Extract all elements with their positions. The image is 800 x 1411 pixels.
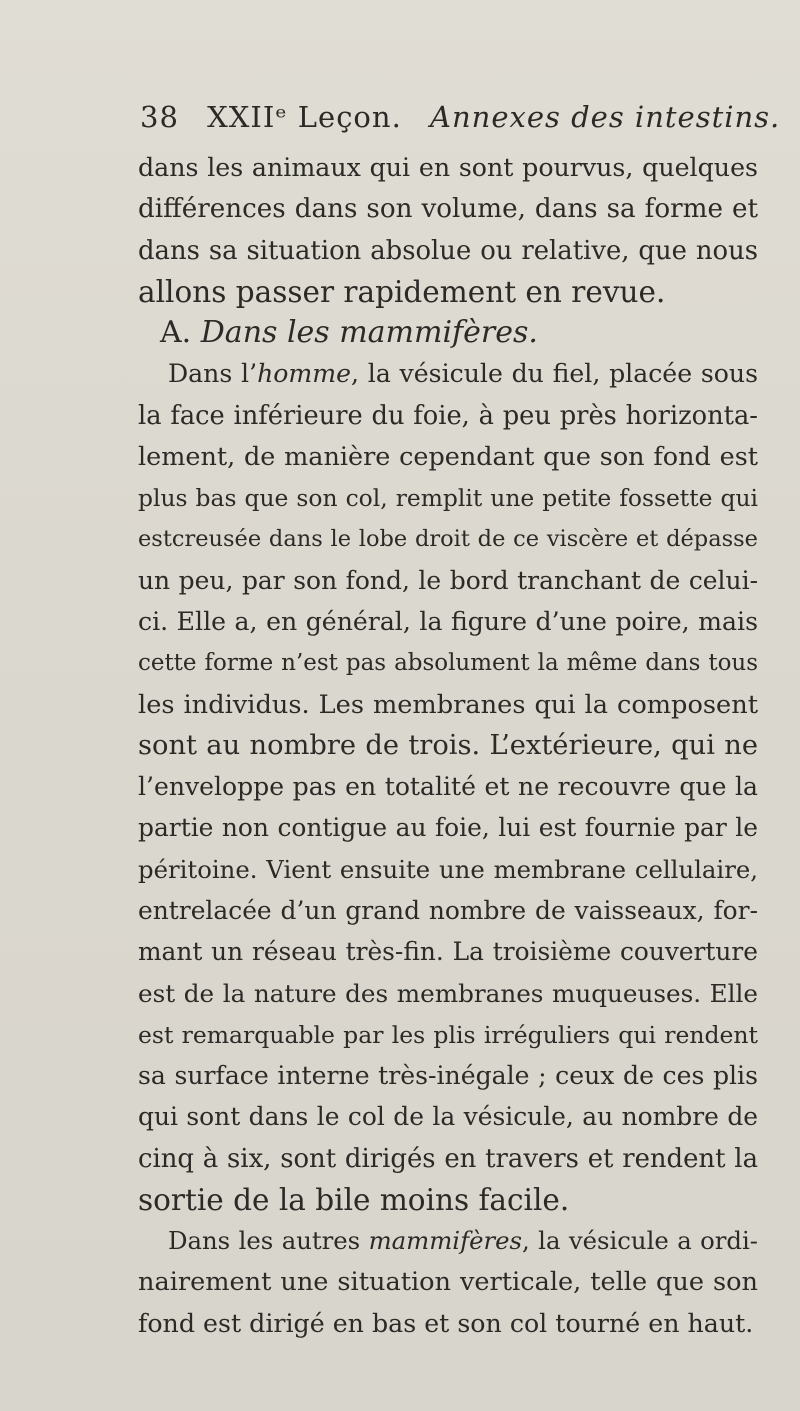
paragraph-line: l’enveloppe pas en totalité et ne recouvre que la — [138, 772, 758, 801]
section-title: Dans les mammifères. — [200, 315, 538, 350]
paragraph-line: partie non contigue au foie, lui est fournie par le — [138, 813, 758, 842]
paragraph-text: , la vésicule du fiel, placée sous — [351, 359, 758, 388]
paragraph-line: qui sont dans le col de la vésicule, au nombre de — [138, 1102, 758, 1131]
paragraph-line: est de la nature des membranes muqueuses. Elle — [138, 979, 758, 1008]
intro-line: allons passer rapidement en revue. — [138, 275, 666, 309]
paragraph-line: estcreusée dans le lobe droit de ce viscère et dépasse — [138, 526, 758, 552]
paragraph-line: les individus. Les membranes qui la composent — [138, 690, 758, 720]
paragraph-line: entrelacée d’un grand nombre de vaisseaux, for- — [138, 896, 758, 925]
page-number: 38 — [140, 100, 179, 134]
paragraph-line: la face inférieure du foie, à peu près horizonta- — [138, 401, 758, 431]
paragraph-line: cinq à six, sont dirigés en travers et rendent la — [138, 1144, 758, 1174]
paragraph-line: sortie de la bile moins facile. — [138, 1183, 570, 1217]
paragraph-line — [168, 354, 758, 394]
paragraph-line: un peu, par son fond, le bord tranchant de celui- — [138, 566, 758, 595]
paragraph-line: ci. Elle a, en général, la figure d’une poire, mais — [138, 607, 758, 636]
paragraph-line: nairement une situation verticale, telle que son — [138, 1267, 758, 1297]
paragraph-line: cette forme n’est pas absolument la même dans tous — [138, 650, 758, 676]
intro-line: dans sa situation absolue ou relative, que nous — [138, 236, 758, 266]
intro-line: différences dans son volume, dans sa forme et — [138, 194, 758, 224]
paragraph-line: mant un réseau très-fin. La troisième couverture — [138, 937, 758, 966]
emphasis-text: homme — [257, 359, 352, 388]
paragraph-line: est remarquable par les plis irréguliers qui rendent — [138, 1021, 758, 1049]
paragraph-line: lement, de manière cependant que son fond est — [138, 442, 758, 472]
paragraph-line: fond est dirigé en bas et son col tourné en haut. — [138, 1309, 754, 1338]
paragraph-line: sont au nombre de trois. L’extérieure, qui ne — [138, 730, 758, 761]
lecon-label: XXIIᵉ Leçon. — [207, 100, 402, 134]
paragraph-line: plus bas que son col, remplit une petite fossette qui — [138, 484, 758, 512]
running-title: Annexes des intestins. — [430, 100, 781, 134]
section-heading — [160, 313, 538, 353]
paragraph-line: péritoine. Vient ensuite une membrane cellulaire, — [138, 855, 758, 884]
running-header — [140, 100, 781, 134]
section-label: A. — [160, 315, 192, 350]
emphasis-text: mammifères — [368, 1226, 522, 1255]
paragraph-text: , la vésicule a ordi- — [522, 1226, 758, 1255]
paragraph-line: sa surface interne très-inégale ; ceux de ces plis — [138, 1061, 758, 1090]
paragraph-text: Dans l’ — [168, 359, 258, 388]
intro-line: dans les animaux qui en sont pourvus, quelques — [138, 153, 758, 182]
paragraph-line — [168, 1221, 758, 1261]
paragraph-text: Dans les autres — [168, 1226, 369, 1255]
